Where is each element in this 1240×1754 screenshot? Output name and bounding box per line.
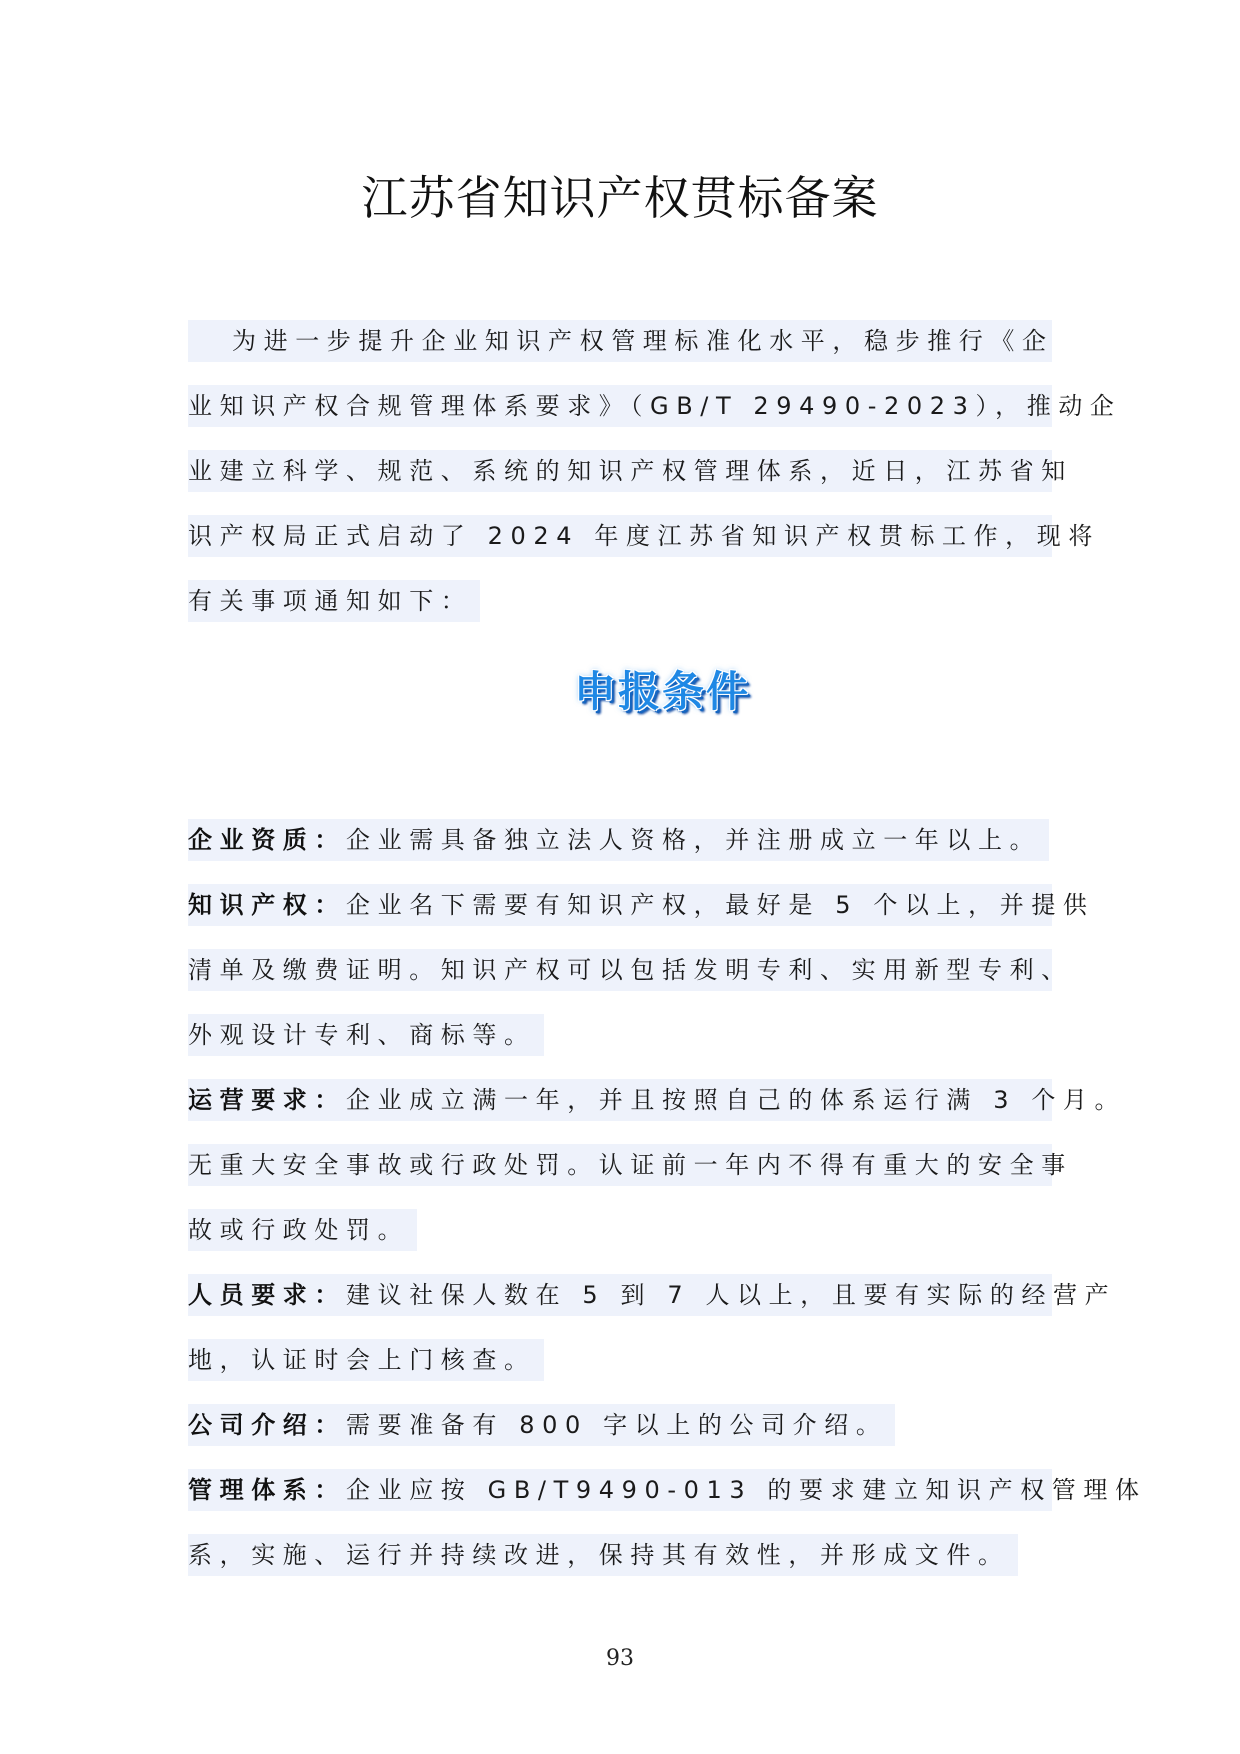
requirement-operation (188, 1079, 1127, 1274)
requirement-line (188, 1274, 1117, 1316)
requirement-label: 公司介绍： (188, 1411, 346, 1439)
requirement-line (188, 819, 1049, 861)
requirement-line (188, 1079, 1127, 1121)
requirement-label: 管理体系： (188, 1476, 346, 1504)
requirement-personnel (188, 1274, 1117, 1404)
requirement-line: 外观设计专利、商标等。 (188, 1014, 544, 1056)
requirement-company-intro (188, 1404, 1052, 1469)
requirement-text: 企业名下需要有知识产权，最好是 5 个以上，并提供 (346, 891, 1095, 919)
requirement-text: 企业应按 GB/T9490-013 的要求建立知识产权管理体 (346, 1476, 1147, 1504)
requirement-line: 系，实施、运行并持续改进，保持其有效性，并形成文件。 (188, 1534, 1018, 1576)
requirement-text: 需要准备有 800 字以上的公司介绍。 (346, 1411, 888, 1439)
requirement-text: 企业成立满一年，并且按照自己的体系运行满 3 个月。 (346, 1086, 1127, 1114)
intro-line: 识产权局正式启动了 2024 年度江苏省知识产权贯标工作，现将 (188, 515, 1052, 557)
requirement-label: 人员要求： (188, 1281, 346, 1309)
requirement-ip (188, 884, 1095, 1079)
requirement-line (188, 884, 1095, 926)
requirements-list (188, 819, 1147, 1599)
requirement-management (188, 1469, 1147, 1599)
requirement-line: 无重大安全事故或行政处罚。认证前一年内不得有重大的安全事 (188, 1144, 1052, 1186)
section-heading-banner: 申报条件 (573, 667, 750, 716)
intro-line: 为进一步提升企业知识产权管理标准化水平，稳步推行《企 (188, 320, 1052, 362)
requirement-line (188, 1469, 1147, 1511)
page-number: 93 (606, 1646, 634, 1671)
requirement-line: 地，认证时会上门核查。 (188, 1339, 544, 1381)
requirement-line: 故或行政处罚。 (188, 1209, 417, 1251)
requirement-line: 清单及缴费证明。知识产权可以包括发明专利、实用新型专利、 (188, 949, 1052, 991)
intro-line: 有关事项通知如下： (188, 580, 480, 622)
requirement-qualification (188, 819, 1052, 884)
requirement-text: 企业需具备独立法人资格，并注册成立一年以上。 (346, 826, 1042, 854)
requirement-label: 企业资质： (188, 826, 346, 854)
intro-line: 业知识产权合规管理体系要求》（GB/T 29490-2023），推动企 (188, 385, 1052, 427)
intro-paragraph (188, 320, 1122, 645)
requirement-text: 建议社保人数在 5 到 7 人以上，且要有实际的经营产 (346, 1281, 1117, 1309)
requirement-label: 知识产权： (188, 891, 346, 919)
requirement-line (188, 1404, 895, 1446)
page-title: 江苏省知识产权贯标备案 (361, 171, 879, 225)
intro-line: 业建立科学、规范、系统的知识产权管理体系，近日，江苏省知 (188, 450, 1052, 492)
requirement-label: 运营要求： (188, 1086, 346, 1114)
